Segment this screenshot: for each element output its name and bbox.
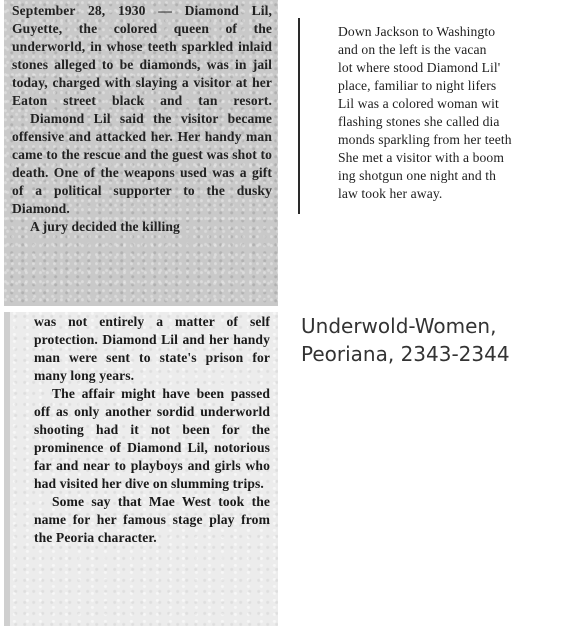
clipping-2-line: flashing stones she called dia — [338, 114, 500, 129]
clipping-3-text — [34, 313, 270, 547]
newspaper-clipping-1 — [4, 0, 278, 306]
clipping-1-text — [12, 2, 272, 236]
clipping-2-line: law took her away. — [338, 186, 443, 201]
archive-caption — [301, 312, 571, 368]
clipping-2-line: lot where stood Diamond Lil' — [338, 60, 501, 75]
clipping-2-line: Lil was a colored woman wit — [338, 96, 499, 111]
clipping-2-line: monds sparkling from her teeth — [338, 132, 512, 147]
clipping-2-line: Down Jackson to Washingto — [338, 24, 496, 39]
clipping-1-paragraph: September 28, 1930 — Diamond Lil, Guyette, the colored queen of the underworld, in whose teeth sparkled inlaid stones alleged to be diamonds, was in jail today, charged with slaying a visitor at her Eaton street black and tan resort. — [12, 3, 272, 108]
clipping-2-line: ing shotgun one night and th — [338, 168, 496, 183]
clipping-edge — [4, 312, 10, 626]
newspaper-clipping-3 — [4, 312, 278, 626]
clipping-1-paragraph: Diamond Lil said the visitor became offensive and attacked her. Her handy man came to the rescue and the guest was shot to death. One of the weapons used was a gift of a political supporter to the dusky Diamond. — [12, 111, 272, 216]
clipping-1-paragraph: A jury decided the killing — [30, 219, 180, 234]
column-rule — [298, 18, 300, 214]
clipping-2-line: and on the left is the vacan — [338, 42, 487, 57]
clipping-3-paragraph: Some say that Mae West took the name for her famous stage play from the Peoria character. — [34, 494, 270, 545]
clipping-2-line: place, familiar to night lifers — [338, 78, 497, 93]
clipping-2-text — [338, 23, 576, 203]
caption-line-2: Peoriana, 2343-2344 — [301, 342, 510, 366]
newspaper-clipping-2 — [296, 18, 576, 214]
clipping-3-paragraph: The affair might have been passed off as only another sordid underworld shooting had it not been for the prominence of Diamond Lil, notorious far and near to playboys and girls who had visited her dive on slumming trips. — [34, 386, 270, 491]
caption-line-1: Underwold-Women, — [301, 314, 497, 338]
clipping-3-paragraph: was not entirely a matter of self protection. Diamond Lil and her handy man were sent to state's prison for many long years. — [34, 314, 270, 383]
clipping-2-line: She met a visitor with a boom — [338, 150, 505, 165]
